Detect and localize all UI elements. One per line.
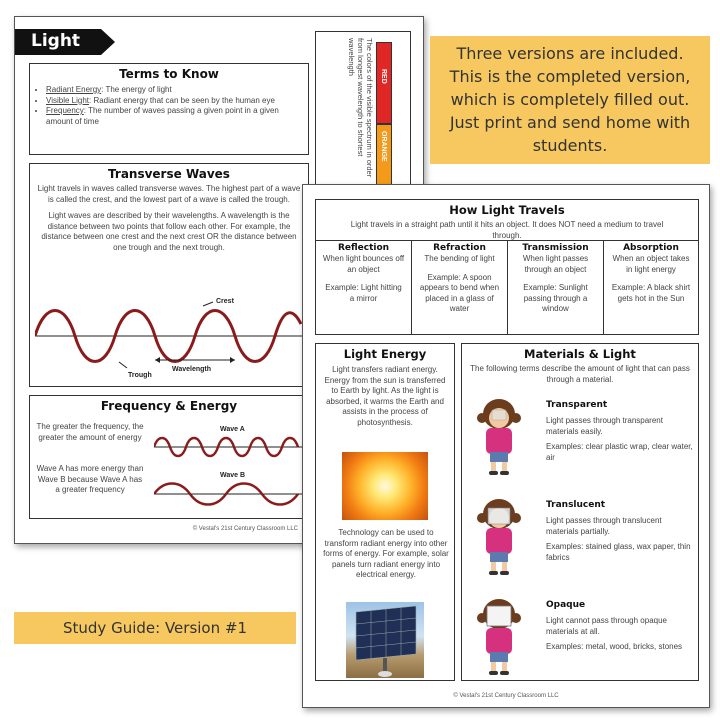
- light-energy-box: [315, 343, 455, 681]
- spectrum-red-band: [376, 42, 392, 124]
- materials-light-box: [461, 343, 699, 681]
- girl-transparent-illustration: [470, 396, 528, 476]
- page-title: Light: [31, 31, 81, 51]
- title-banner: [15, 29, 115, 55]
- solar-panel-image: [346, 602, 424, 678]
- transmission-def: When light passes through an object: [522, 254, 589, 274]
- wave-a-diagram: [154, 434, 304, 460]
- top-callout-note: Three versions are included. This is the completed version, which is completely filled out. Just print and send home with students.: [430, 36, 710, 164]
- wave-b-diagram: [154, 480, 304, 508]
- how-column-transmission: [507, 241, 603, 334]
- light-energy-heading: Light Energy: [343, 347, 427, 361]
- girl-icon: [470, 596, 528, 676]
- wave-a-label: Wave A: [220, 426, 245, 433]
- translucent-examples: Examples: stained glass, wax paper, thin fabrics: [546, 542, 691, 562]
- materials-intro: The following terms describe the amount of light that can pass through a material.: [470, 364, 690, 384]
- terms-heading: Terms to Know: [119, 67, 219, 81]
- girl-translucent-illustration: [470, 496, 528, 576]
- wave-b-label: Wave B: [220, 472, 246, 479]
- girl-opaque-illustration: [470, 596, 528, 676]
- red-label: RED: [380, 69, 387, 84]
- transmission-title: Transmission: [522, 243, 589, 253]
- translucent-title: Translucent: [546, 500, 606, 510]
- reflection-example: Example: Light hitting a mirror: [325, 283, 402, 303]
- how-column-absorption: [603, 241, 698, 334]
- transparent-title: Transparent: [546, 400, 608, 410]
- trough-label: Trough: [128, 372, 152, 379]
- transverse-para2: Light waves are described by their wavelengths. A wavelength is the distance between two points that follow each other. For example, the distance between one crest and the next crest OR the distance between one trough and the next trough.: [41, 211, 297, 252]
- absorption-example: Example: A black shirt gets hot in the Sun: [611, 283, 691, 303]
- bottom-callout-label: Study Guide: Version #1: [14, 612, 296, 644]
- solar-panel-drawing: [346, 602, 424, 678]
- opaque-title: Opaque: [546, 600, 586, 610]
- reflection-title: Reflection: [337, 243, 390, 253]
- spectrum-side-text: The colors of the visible spectrum in order from longest wavelength to shortest wavelength: [347, 38, 374, 178]
- how-columns: [316, 240, 698, 334]
- transverse-waves-box: [29, 163, 309, 387]
- refraction-title: Refraction: [433, 243, 486, 253]
- transparent-examples: Examples: clear plastic wrap, clear water, air: [546, 442, 693, 462]
- opaque-desc: Light cannot pass through opaque materials at all.: [546, 616, 667, 636]
- girl-icon: [470, 496, 528, 576]
- how-column-reflection: [316, 241, 411, 334]
- how-heading: How Light Travels: [449, 203, 565, 217]
- refraction-def: The bending of light: [424, 254, 495, 263]
- term-item: • Frequency: The number of waves passing a given point in a given amount of time: [46, 106, 302, 127]
- how-intro: Light travels in a straight path until it hits an object. It does NOT need a medium to travel through.: [350, 220, 664, 240]
- refraction-example: Example: A spoon appears to bend when placed in a glass of water: [419, 272, 500, 313]
- orange-label: ORANGE: [380, 131, 387, 162]
- frequency-energy-box: [29, 395, 309, 532]
- frequency-para2: Wave A has more energy than Wave B because Wave A has a greater frequency: [36, 464, 144, 494]
- sun-image: [342, 452, 428, 520]
- absorption-def: When an object takes in light energy: [612, 254, 690, 274]
- transverse-heading: Transverse Waves: [108, 167, 230, 181]
- front-study-page: [302, 184, 710, 708]
- light-energy-para1: Light transfers radiant energy. Energy from the sun is transferred to Earth by light. As the light is absorbed, it warms the Earth and assists in the process of photosynthesis.: [324, 365, 446, 427]
- spectrum-strip: [315, 31, 411, 193]
- light-energy-para2: Technology can be used to transform radiant energy into other forms of energy. For example, solar panels turn radiant energy into electrical energy.: [323, 528, 449, 579]
- girl-icon: [470, 396, 528, 476]
- term-item: • Radiant Energy: The energy of light: [46, 85, 302, 96]
- opaque-examples: Examples: metal, wood, bricks, stones: [546, 642, 683, 651]
- transparent-desc: Light passes through transparent materials easily.: [546, 416, 663, 436]
- transverse-wave-diagram: [35, 292, 305, 382]
- material-item: [462, 496, 698, 592]
- transmission-example: Example: Sunlight passing through a window: [523, 283, 588, 313]
- reflection-def: When light bounces off an object: [322, 254, 405, 274]
- material-item: [462, 396, 698, 492]
- frequency-para1: The greater the frequency, the greater the amount of energy: [36, 422, 144, 442]
- crest-label: Crest: [216, 298, 234, 305]
- transverse-para1: Light travels in waves called transverse waves. The highest part of a wave is called the crest, and the lowest part of a wave is called the trough.: [37, 184, 301, 204]
- wavelength-label: Wavelength: [172, 366, 212, 373]
- material-item: [462, 596, 698, 680]
- materials-heading: Materials & Light: [524, 347, 636, 361]
- how-column-refraction: [411, 241, 507, 334]
- term-item: • Visible Light: Radiant energy that can be seen by the human eye: [46, 96, 302, 107]
- back-copyright: © Vestal's 21st Century Classroom LLC: [192, 526, 298, 532]
- how-light-travels-box: [315, 199, 699, 335]
- translucent-desc: Light passes through translucent materials partially.: [546, 516, 662, 536]
- frequency-heading: Frequency & Energy: [100, 399, 238, 413]
- front-copyright: © Vestal's 21st Century Classroom LLC: [453, 693, 559, 699]
- terms-list: [46, 85, 302, 127]
- absorption-title: Absorption: [623, 243, 679, 253]
- terms-to-know-box: [29, 63, 309, 155]
